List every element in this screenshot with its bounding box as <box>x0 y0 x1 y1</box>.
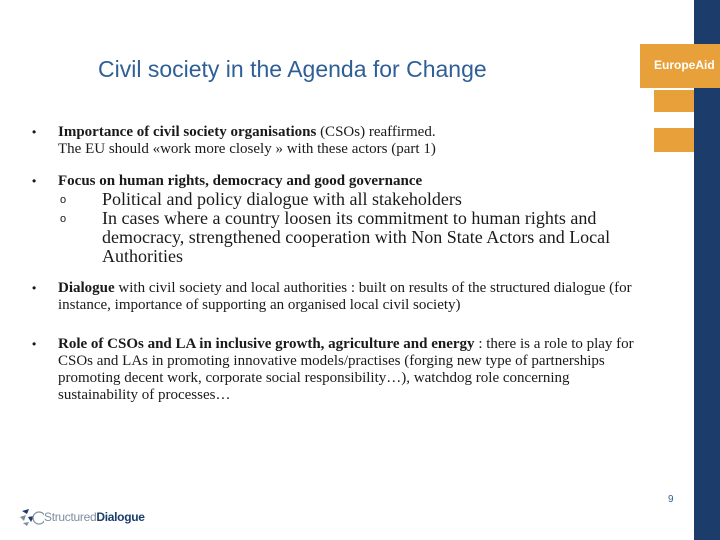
bullet-text: with civil society and local authorities : built on results of the structured dialogue (for instance, importance of supporting an organised local civil society) <box>58 280 632 313</box>
sub-bullet-item <box>30 190 650 209</box>
sub-bullet-item <box>30 209 650 266</box>
page-number: 9 <box>668 494 674 505</box>
sub-bullet-text: In cases where a country loosen its commitment to human rights and democracy, strengthened cooperation with Non State Actors and Local Authorities <box>102 208 611 266</box>
structured-dialogue-logo-icon <box>18 507 44 527</box>
logo-text-structured: Structured <box>44 510 97 524</box>
slide-title: Civil society in the Agenda for Change <box>98 56 487 82</box>
bullet-bold-text: Dialogue <box>58 280 115 296</box>
bullet-item <box>30 280 650 314</box>
sub-bullet-circle-icon: o <box>60 194 67 206</box>
bullet-item <box>30 173 650 190</box>
bullet-item <box>30 336 650 404</box>
bullet-item <box>30 124 650 158</box>
orange-accent-block <box>654 90 694 112</box>
bullet-dot-icon: • <box>32 281 37 295</box>
sub-bullet-text: Political and policy dialogue with all stakeholders <box>102 189 462 209</box>
bullet-text: The EU should «work more closely » with these actors (part 1) <box>58 141 436 157</box>
bullet-bold-text: Importance of civil society organisations <box>58 124 317 140</box>
bullet-text: : there is a role to play for CSOs and LAs in promoting innovative models/practises (forging new type of partnerships promoting decent work, corporate social responsibility…), watchdog role concerning sustainability of processes… <box>58 336 634 403</box>
sub-bullet-circle-icon: o <box>60 213 67 225</box>
bullet-bold-text: Role of CSOs and LA in inclusive growth, agriculture and energy <box>58 336 475 352</box>
structured-dialogue-logo <box>18 506 145 528</box>
bullet-dot-icon: • <box>32 174 37 188</box>
bullet-text: (CSOs) reaffirmed. <box>316 124 436 140</box>
bullet-dot-icon: • <box>32 337 37 351</box>
bullet-dot-icon: • <box>32 125 37 139</box>
bullet-bold-text: Focus on human rights, democracy and good governance <box>58 173 423 189</box>
europeaid-tag: EuropeAid <box>654 58 715 72</box>
orange-accent-block <box>654 128 694 152</box>
slide-content <box>30 124 650 404</box>
logo-text-dialogue: Dialogue <box>96 510 145 524</box>
